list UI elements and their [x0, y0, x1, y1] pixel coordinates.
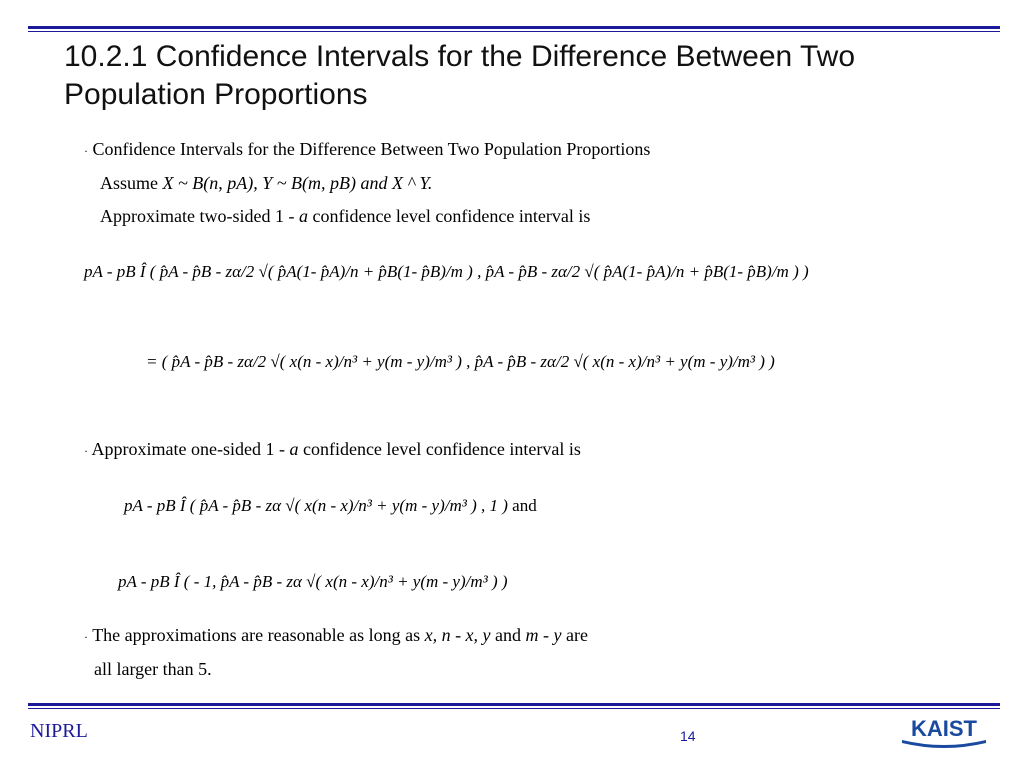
slide-title: 10.2.1 Confidence Intervals for the Difference Between Two Population Proportions — [64, 40, 856, 111]
top-rule-thin — [28, 31, 1000, 32]
bottom-rule-thin — [28, 708, 1000, 709]
bullet-3 — [84, 624, 588, 648]
bottom-rule — [28, 703, 1000, 706]
conditions-and: and — [495, 625, 522, 645]
top-rule — [28, 26, 1000, 29]
equation-3-and: and — [512, 496, 537, 515]
assume-line — [100, 172, 432, 194]
equation-onesided-lower — [124, 496, 537, 516]
footer-niprl: NIPRL — [30, 720, 88, 742]
kaist-logo-icon — [898, 716, 990, 748]
onesided-alpha: a — [289, 439, 299, 459]
equation-3-text: pA - pB Î ( p̂A - p̂B - zα √( x(n - x)/n³ + y(m - y)/m³ ) , 1 ) — [124, 496, 508, 515]
bullet-glyph: · — [84, 630, 88, 644]
bullet-glyph: · — [84, 444, 88, 458]
kaist-logo — [898, 716, 990, 748]
equation-2-text: = ( p̂A - p̂B - zα/2 √( x(n - x)/n³ + y(m - y)/m³ ) , p̂A - p̂B - zα/2 √( x(n - x)/n³ + y(m - y)/m³ ) ) — [146, 352, 775, 371]
equation-twosided-counts — [146, 352, 775, 372]
equation-4-text: pA - pB Î ( - 1, p̂A - p̂B - zα √( x(n - x)/n³ + y(m - y)/m³ ) ) — [118, 572, 508, 591]
logo-text: KAIST — [911, 716, 977, 741]
conditions-post: are — [566, 625, 589, 645]
twosided-post: confidence level confidence interval is — [312, 206, 591, 226]
bullet-glyph: · — [84, 144, 88, 158]
equation-twosided-general — [84, 262, 809, 282]
conditions-pre: The approximations are reasonable as long as — [92, 625, 421, 645]
assume-expression: X ~ B(n, pA), Y ~ B(m, pB) and X ^ Y. — [162, 173, 433, 193]
page-number: 14 — [680, 728, 696, 744]
twosided-alpha: a — [298, 206, 308, 226]
conditions-expr: x, n - x, y — [424, 625, 491, 645]
conditions-line-2: all larger than 5. — [94, 659, 212, 679]
bullet-1-heading: Confidence Intervals for the Difference Between Two Population Proportions — [92, 139, 651, 159]
onesided-post: confidence level confidence interval is — [302, 439, 581, 459]
bullet-2 — [84, 438, 581, 462]
conditions-expr2: m - y — [525, 625, 562, 645]
twosided-pre: Approximate two-sided 1 - — [100, 206, 295, 226]
twosided-line — [100, 205, 590, 227]
assume-label: Assume — [100, 173, 158, 193]
equation-onesided-upper — [118, 572, 508, 592]
onesided-pre: Approximate one-sided 1 - — [91, 439, 285, 459]
equation-1-text: pA - pB Î ( p̂A - p̂B - zα/2 √( p̂A(1- p̂A)/n + p̂B(1- p̂B)/m ) , p̂A - p̂B - zα/2 √( p̂A(1- p̂A)/n + p̂B(1- p̂B)/m ) ) — [84, 262, 809, 281]
bullet-1 — [84, 138, 650, 162]
